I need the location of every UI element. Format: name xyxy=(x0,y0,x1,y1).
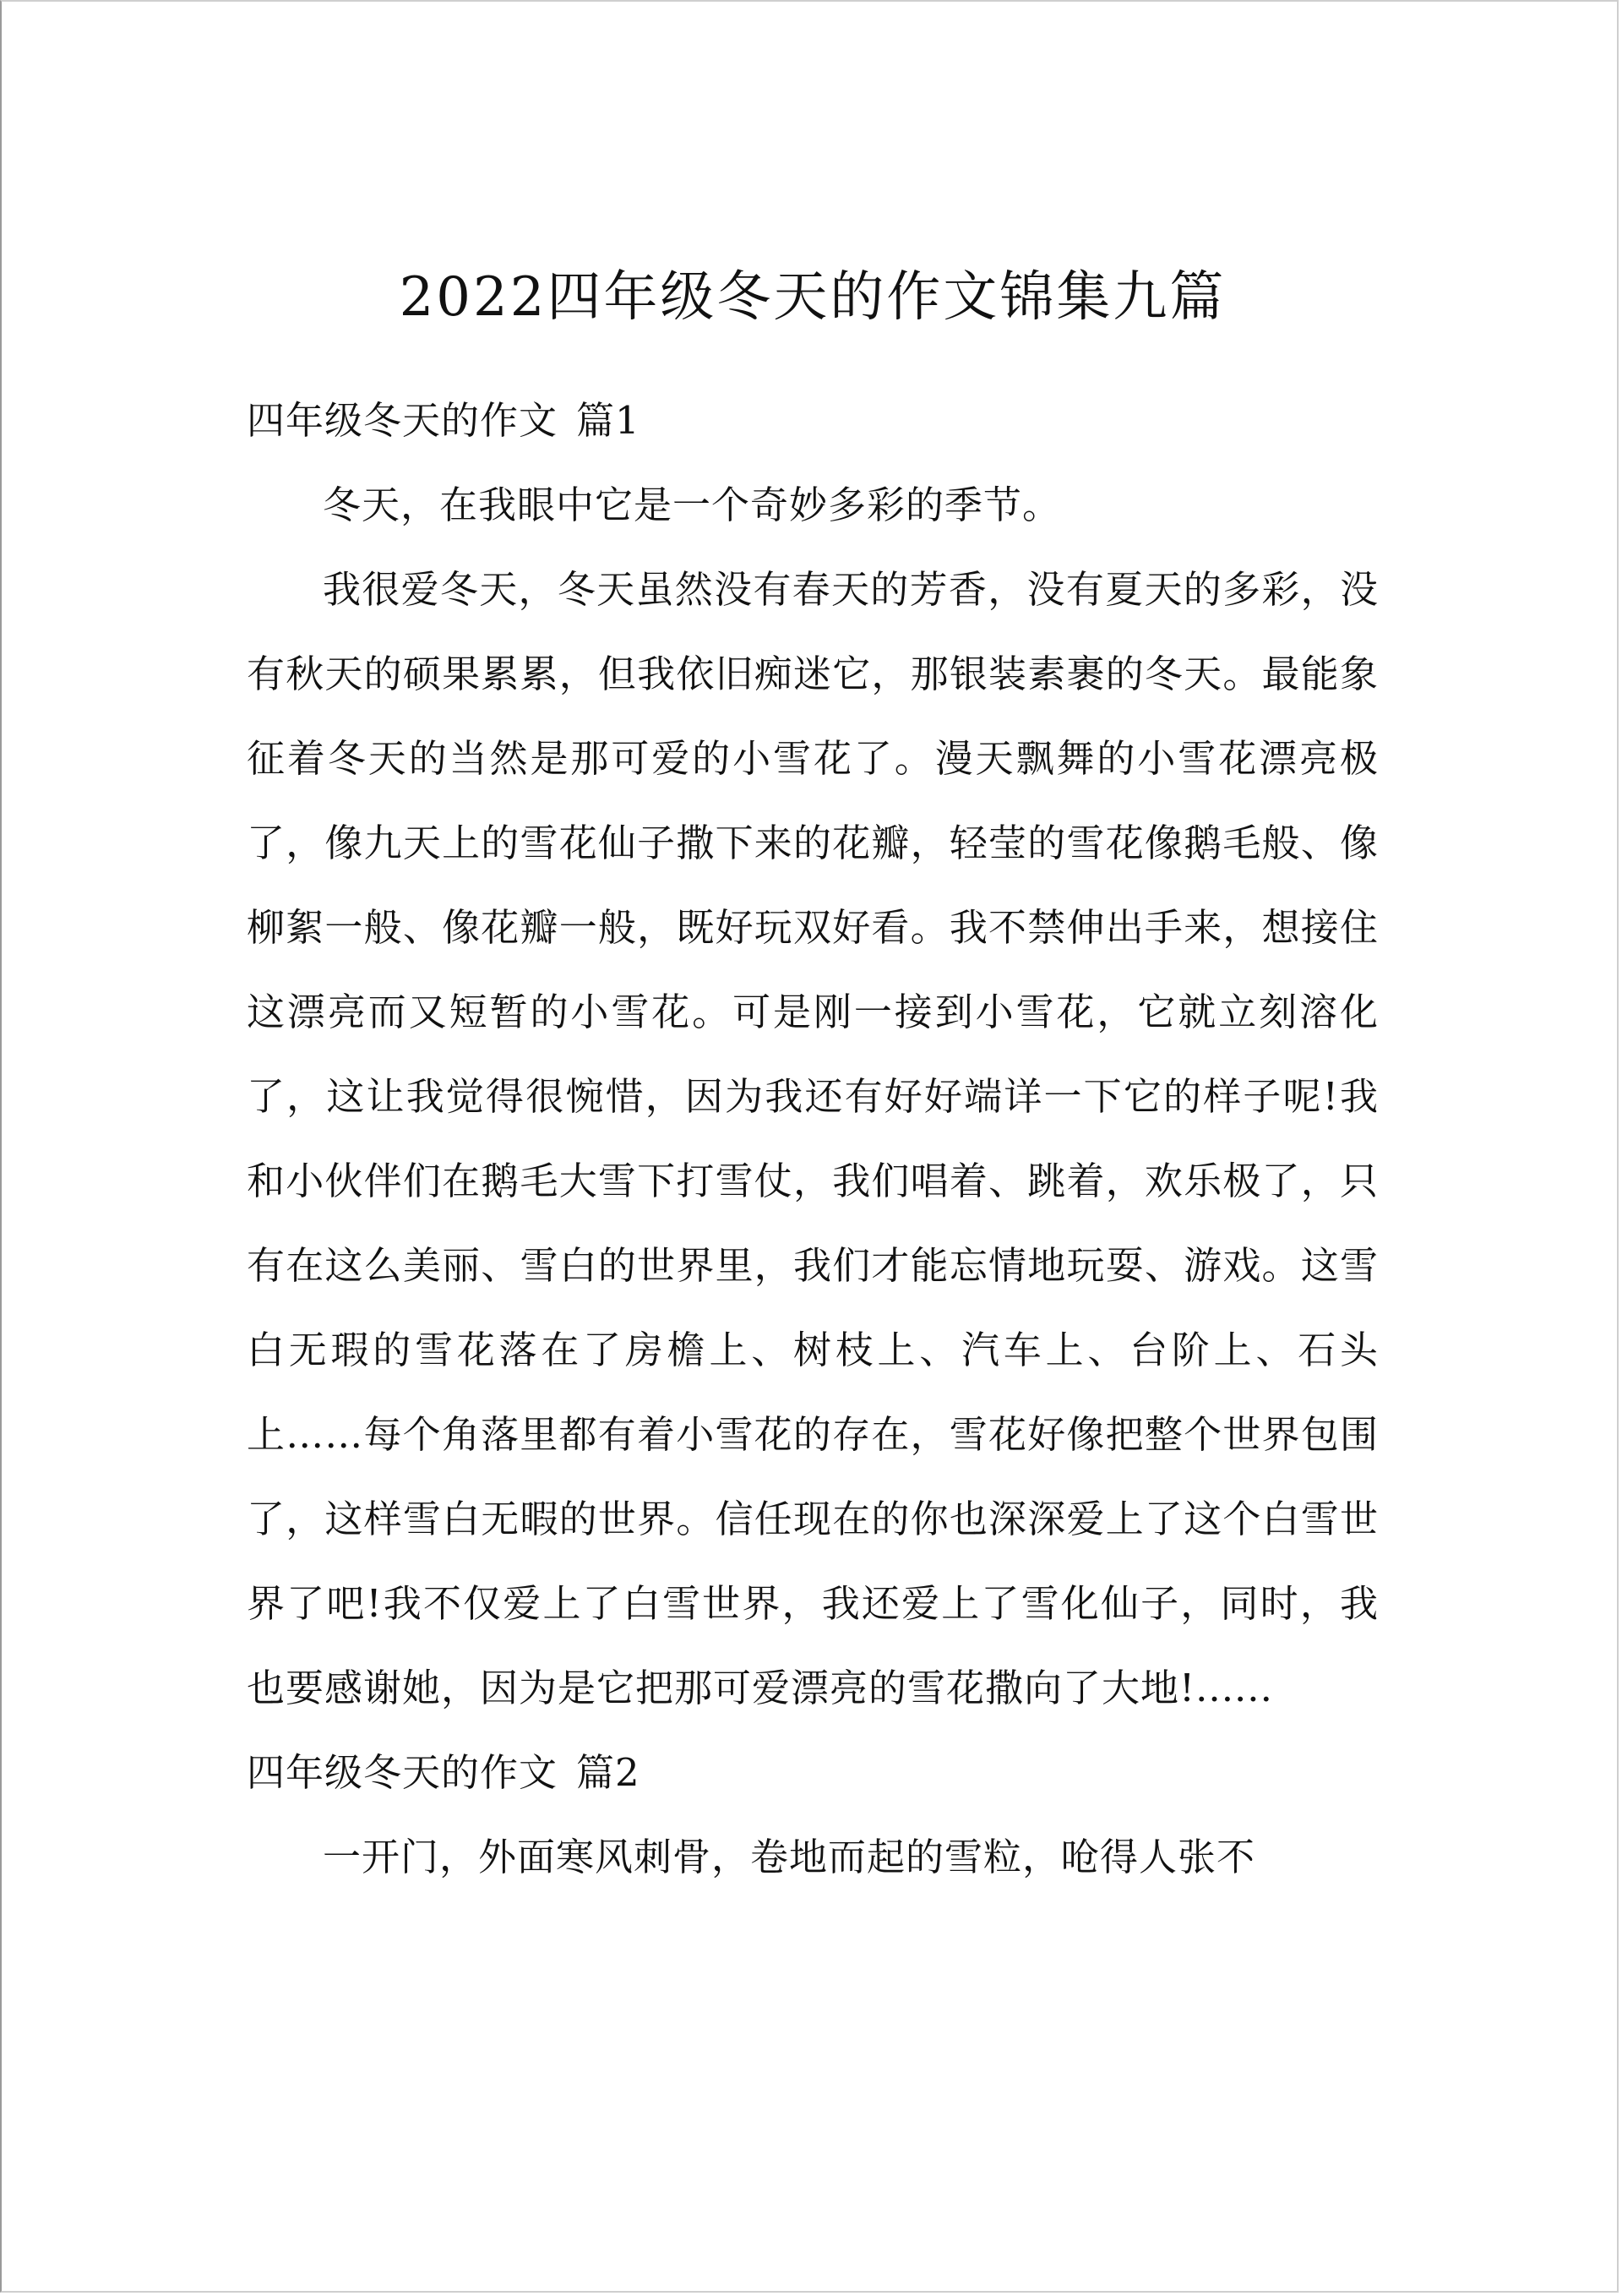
page-title: 2022四年级冬天的作文锦集九篇 xyxy=(399,266,1227,329)
section-heading xyxy=(247,1731,1379,1815)
section-number: 篇2 xyxy=(576,1750,640,1795)
paragraph: 我很爱冬天，冬天虽然没有春天的芳香，没有夏天的多彩，没有秋天的硕果累累，但我依旧痴迷它，那银装素裹的冬天。最能象征着冬天的当然是那可爱的小雪花了。漫天飘舞的小雪花漂亮极了，像九天上的雪花仙子撒下来的花瓣，轻莹的雪花像鹅毛般、像柳絮一般、像花瓣一般，既好玩双好看。我不禁伸出手来，想接住这漂亮而又短暂的小雪花。可是刚一接到小雪花，它就立刻溶化了，这让我觉得很惋惜，因为我还有好好端详一下它的样子呢!我和小伙伴们在鹅毛大雪下打雪仗，我们唱着、跳着，欢乐极了，只有在这么美丽、雪白的世界里，我们才能忘情地玩耍、游戏。这雪白无瑕的雪花落在了房檐上、树枝上、汽车上、台阶上、石头上……每个角落里都有着小雪花的存在，雪花好像把整个世界包围了，这样雪白无暇的世界。信任现在的你也深深爱上了这个白雪世界了吧!我不仅爱上了白雪世界，我还爱上了雪化仙子，同时，我也要感谢她，因为是它把那可爱漂亮的雪花撒向了大地!...... xyxy=(247,567,1379,1710)
section-1 xyxy=(247,379,1379,1731)
section-number: 篇1 xyxy=(576,398,640,443)
section-heading xyxy=(247,379,1379,463)
section-heading-text: 四年级冬天的作文 xyxy=(247,398,558,443)
paragraph: 一开门，外面寒风刺骨，卷地而起的雪粒，呛得人张不 xyxy=(323,1835,1256,1879)
section-2 xyxy=(247,1731,1379,1900)
document-body xyxy=(247,247,1379,1900)
section-heading-text: 四年级冬天的作文 xyxy=(247,1750,558,1795)
paragraph: 冬天，在我眼中它是一个奇妙多彩的季节。 xyxy=(323,483,1062,527)
